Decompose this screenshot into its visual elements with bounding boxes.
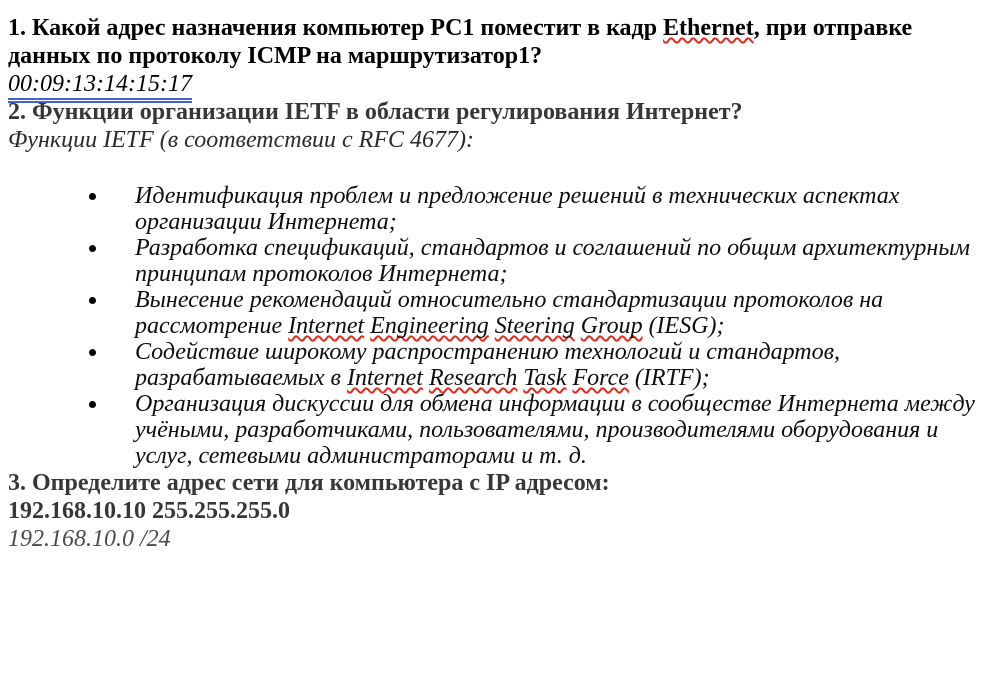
ietf-function-item (8, 183, 980, 235)
misspelled-word: Ethernet (663, 15, 754, 41)
misspelled-word: Engineering (370, 313, 489, 339)
ietf-function-item (8, 235, 980, 287)
text-run: Организация дискуссии для обмена информации в сообществе Интернета между учёными, разработчиками, пользователями, производителями оборудования и услуг, сетевыми администраторами и т. д. (135, 391, 975, 469)
question-1-title (8, 14, 923, 70)
question-3-title (8, 469, 1000, 525)
question-3-ip-line: 192.168.10.10 255.255.255.0 (8, 498, 290, 524)
misspelled-word: Research (428, 365, 518, 391)
ietf-function-item (8, 391, 980, 469)
ietf-functions-list (8, 183, 1000, 469)
text-run: (IESG); (642, 313, 725, 339)
question-1-answer (8, 70, 1000, 98)
text-run: (IRTF); (628, 365, 710, 391)
misspelled-word: Internet (288, 313, 365, 339)
misspelled-word: Task (523, 365, 567, 391)
text-run: Вынесение рекомендаций относительно стандартизации протоколов на рассмотрение (135, 287, 884, 339)
question-2-title: 2. Функции организации IETF в области регулирования Интернет? (8, 99, 743, 125)
question-2-intro: Функции IETF (в соответствии с RFC 4677): (8, 127, 474, 153)
ietf-function-item (8, 339, 980, 391)
misspelled-word: Internet (346, 365, 423, 391)
misspelled-word: Force (572, 365, 629, 391)
misspelled-word: Steering (494, 313, 575, 339)
grammar-double-underline: 00:09:13:14:15:17 (8, 71, 192, 103)
misspelled-word: Group (580, 313, 643, 339)
text-run: Содействие широкому распространению технологий и стандартов, разрабатываемых в (135, 339, 841, 391)
ietf-function-item (8, 287, 980, 339)
text-run: , при отправке данных по протоколу ICMP на маршрутизатор1? (8, 15, 913, 69)
text-run: 1. Какой адрес назначения компьютер PC1 поместит в кадр (8, 15, 664, 41)
question-3-answer: 192.168.10.0 /24 (8, 526, 171, 552)
text-run: Идентификация проблем и предложение решений в технических аспектах организации Интернета; (135, 183, 900, 235)
text-run: Разработка спецификаций, стандартов и соглашений по общим архитектурным принципам протоколов Интернета; (135, 235, 970, 287)
question-3-title-line: 3. Определите адрес сети для компьютера с IP адресом: (8, 470, 610, 496)
